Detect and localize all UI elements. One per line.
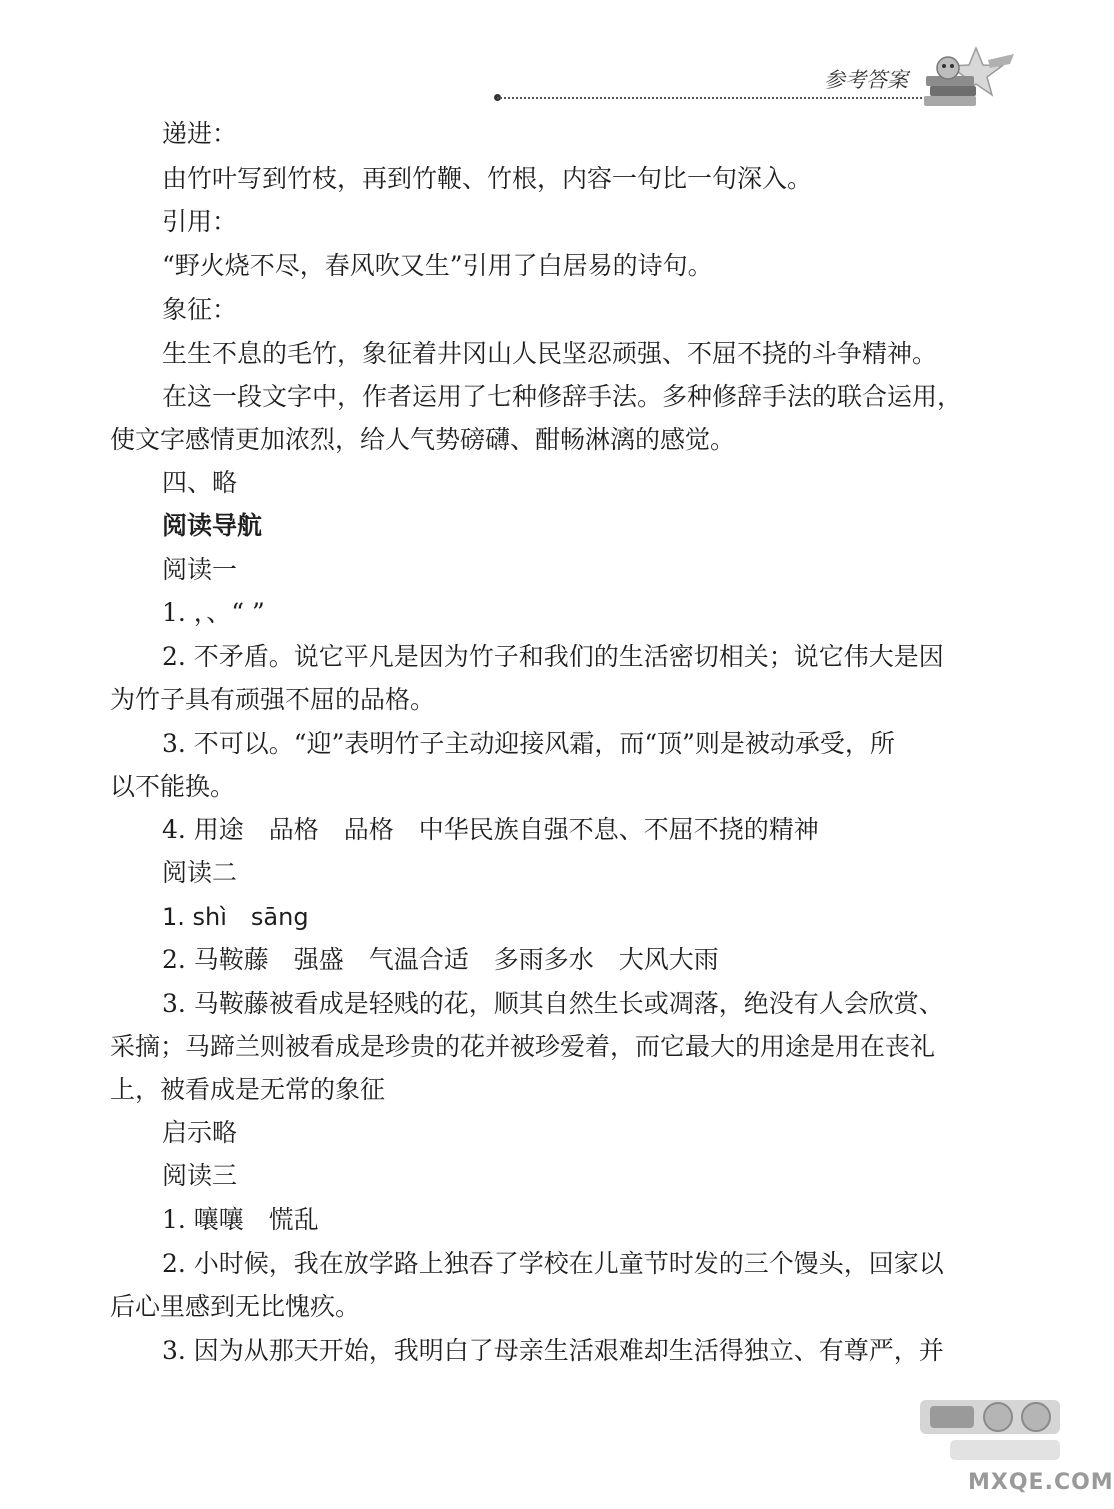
text-line: 使文字感情更加浓烈，给人气势磅礴、酣畅淋漓的感觉。 bbox=[110, 425, 736, 454]
text-line: 由竹叶写到竹枝，再到竹鞭、竹根，内容一句比一句深入。 bbox=[162, 164, 813, 193]
answer-item: 3. 马鞍藤被看成是轻贱的花，顺其自然生长或凋落，绝没有人会欣赏、 bbox=[162, 989, 944, 1018]
text-line: 后心里感到无比愧疚。 bbox=[110, 1292, 361, 1321]
text-line: 启示略 bbox=[162, 1118, 238, 1147]
text-line: 象征： bbox=[162, 295, 238, 324]
answer-item: 2. 不矛盾。说它平凡是因为竹子和我们的生活密切相关；说它伟大是因 bbox=[162, 642, 944, 671]
page-header bbox=[0, 0, 1080, 110]
answer-item: 2. 马鞍藤 强盛 气温合适 多雨多水 大风大雨 bbox=[162, 945, 719, 974]
header-title: 参考答案 bbox=[824, 68, 908, 92]
answer-item: 1. 嚷嚷 慌乱 bbox=[162, 1205, 319, 1234]
watermark-text: MXQE.COM bbox=[968, 1470, 1114, 1495]
text-line: 上，被看成是无常的象征 bbox=[110, 1075, 386, 1104]
section-heading: 阅读导航 bbox=[162, 511, 263, 540]
text-line: 采摘；马蹄兰则被看成是珍贵的花并被珍爱着，而它最大的用途是用在丧礼 bbox=[110, 1032, 936, 1061]
text-line: 为竹子具有顽强不屈的品格。 bbox=[110, 685, 436, 714]
section-heading: 四、略 bbox=[162, 468, 238, 497]
subsection-heading: 阅读一 bbox=[162, 555, 238, 584]
answer-item: 4. 用途 品格 品格 中华民族自强不息、不屈不挠的精神 bbox=[162, 815, 819, 844]
answer-item: 1. ，、“ ” bbox=[162, 598, 265, 627]
answer-item: 2. 小时候，我在放学路上独吞了学校在儿童节时发的三个馒头，回家以 bbox=[162, 1249, 944, 1278]
subsection-heading: 阅读三 bbox=[162, 1161, 238, 1190]
text-line: 生生不息的毛竹，象征着井冈山人民坚忍顽强、不屈不挠的斗争精神。 bbox=[162, 339, 938, 368]
answer-item: 3. 因为从那天开始，我明白了母亲生活艰难却生活得独立、有尊严，并 bbox=[162, 1336, 944, 1365]
text-line: 递进： bbox=[162, 119, 238, 148]
books-star-icon bbox=[918, 40, 1018, 110]
answer-item: 1. shì sāng bbox=[162, 903, 309, 931]
header-rule bbox=[497, 97, 937, 99]
answer-item: 3. 不可以。“迎”表明竹子主动迎接风霜，而“顶”则是被动承受，所 bbox=[162, 729, 895, 758]
text-line: 在这一段文字中，作者运用了七种修辞手法。多种修辞手法的联合运用， bbox=[162, 382, 963, 411]
text-line: 引用： bbox=[162, 207, 238, 236]
text-line: “野火烧不尽，春风吹又生”引用了白居易的诗句。 bbox=[162, 251, 713, 280]
subsection-heading: 阅读二 bbox=[162, 858, 238, 887]
text-line: 以不能换。 bbox=[110, 772, 236, 801]
